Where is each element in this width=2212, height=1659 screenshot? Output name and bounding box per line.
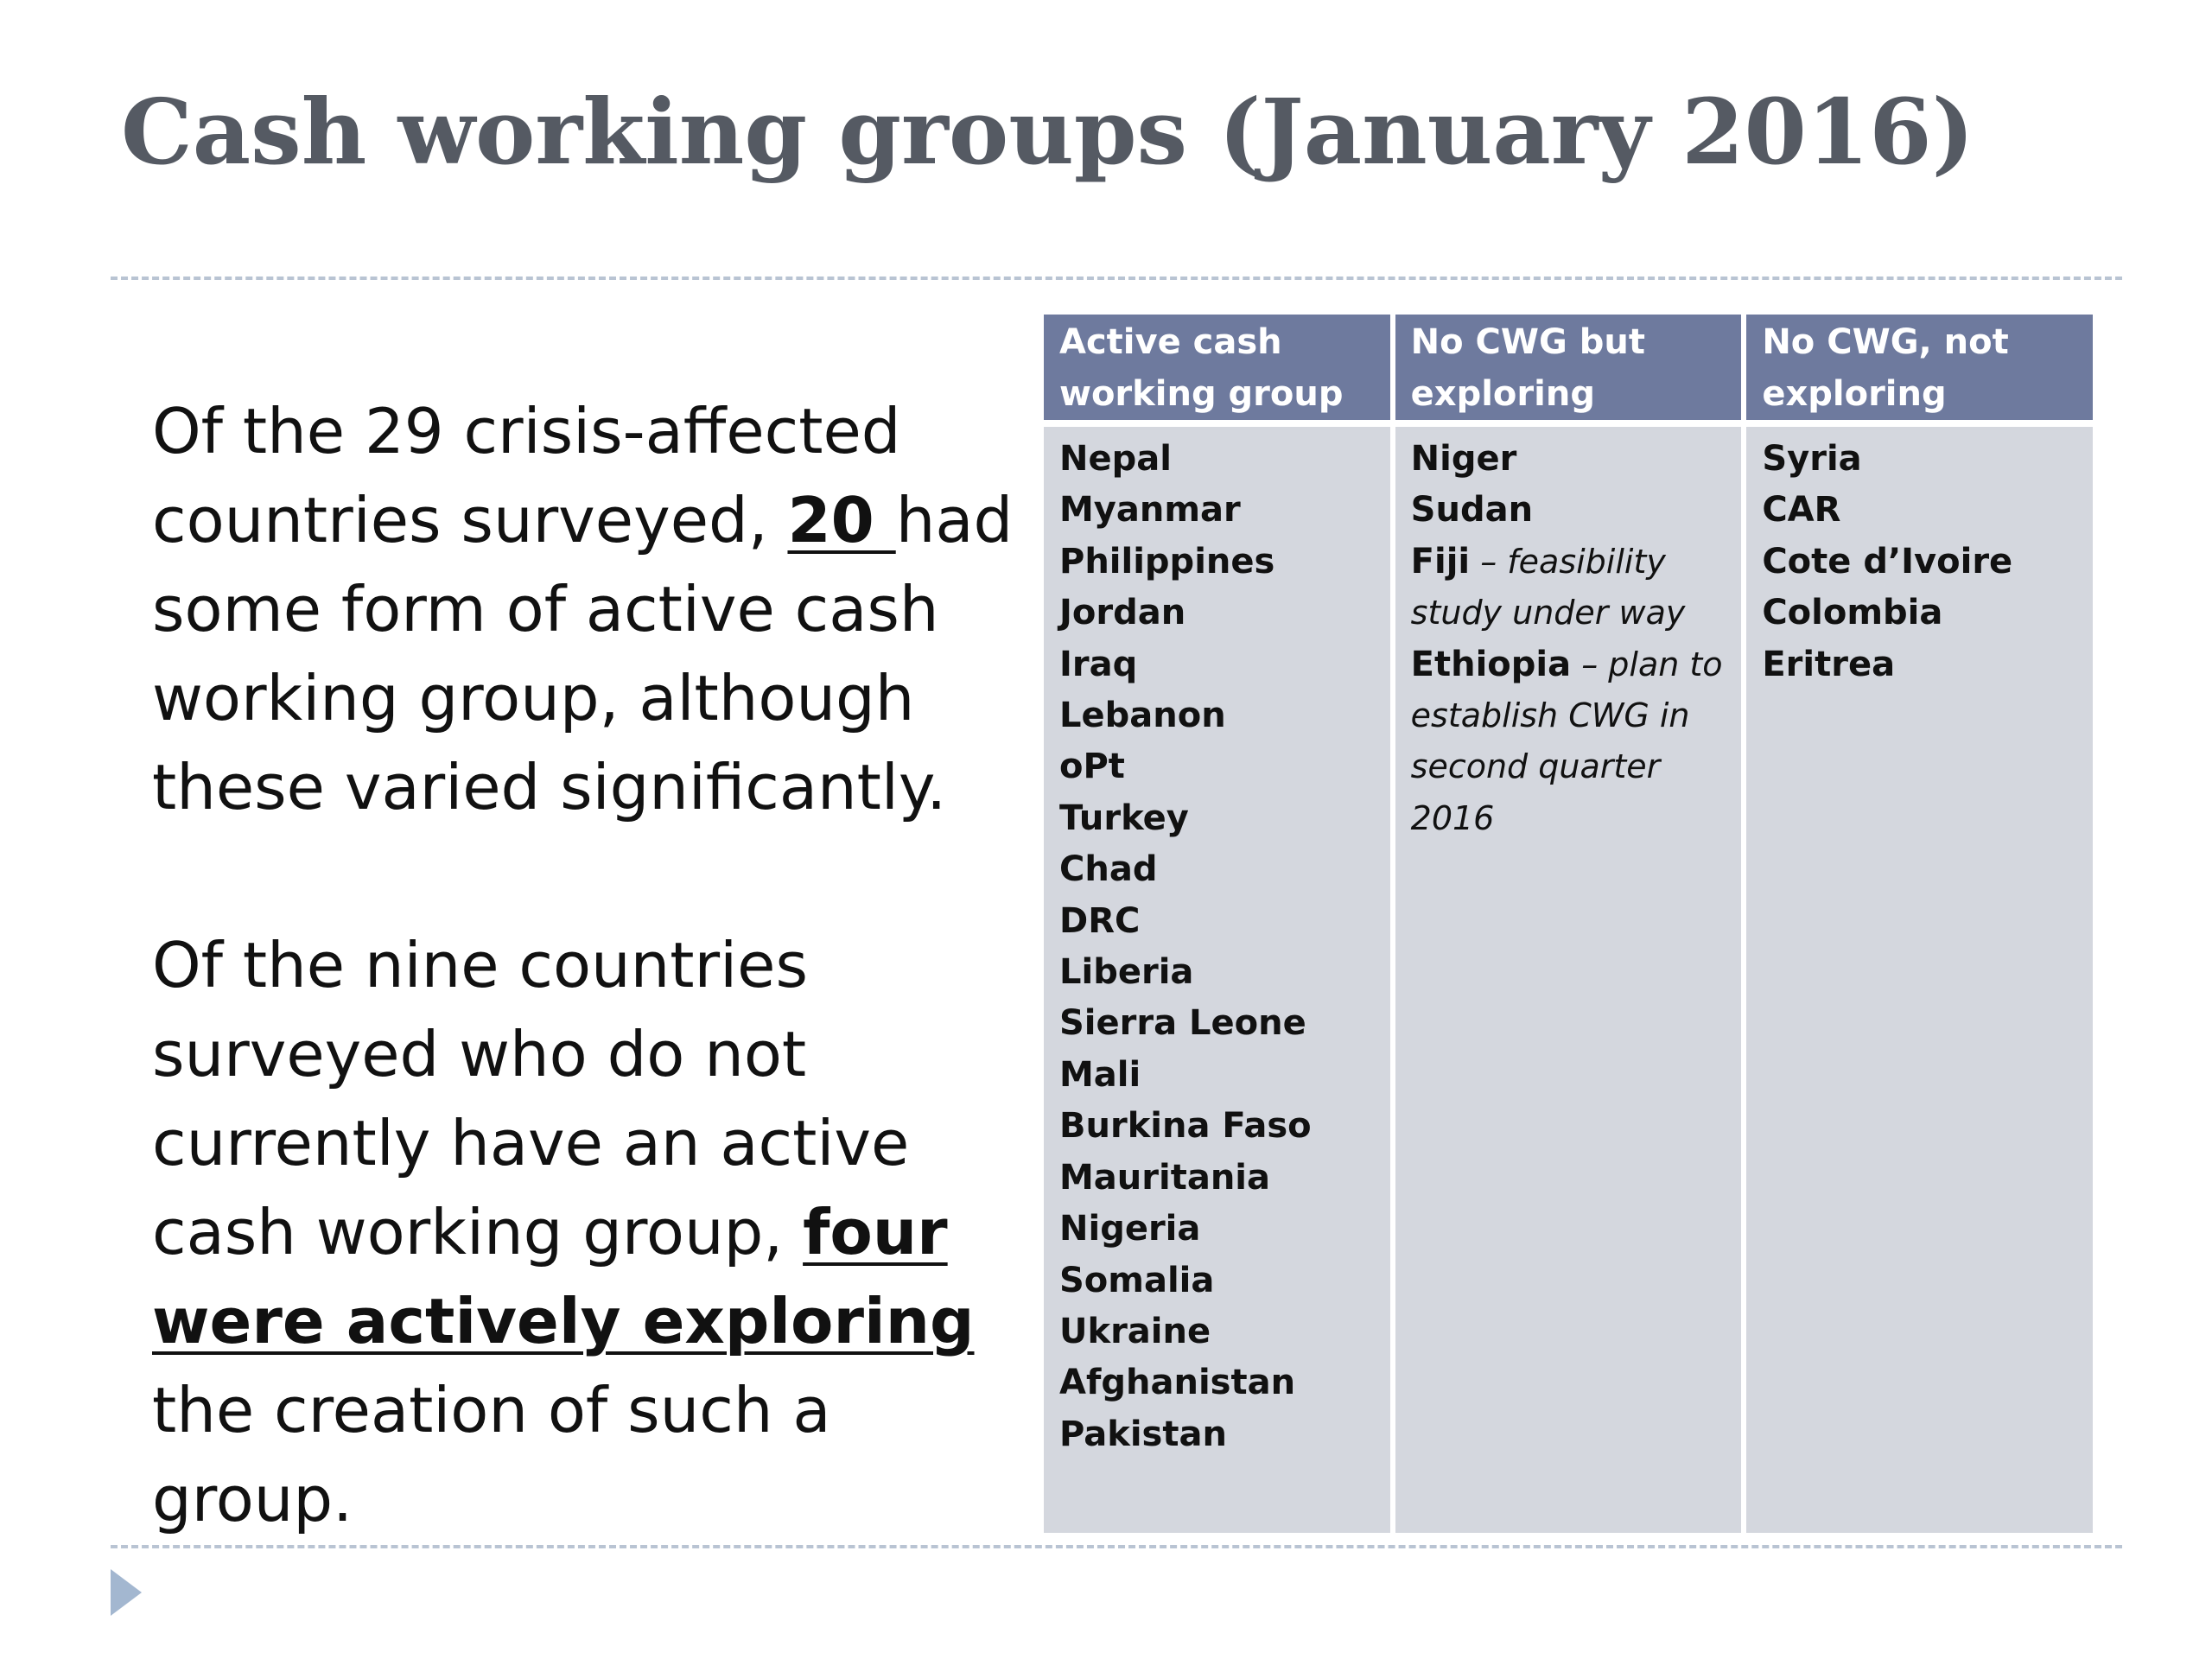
paragraph-exploring-rest: the creation of such a group. [152,1374,831,1535]
bottom-divider [111,1545,2122,1548]
country-name: Sudan [1410,490,1534,531]
country-name: Burkina Faso [1059,1106,1312,1147]
country-name: Afghanistan [1059,1363,1296,1403]
country-name: Eritrea [1762,644,1896,684]
list-item [1059,793,1383,844]
paragraph-exploring-emphasis: four were actively exploring [152,1196,975,1357]
country-name: Pakistan [1059,1414,1227,1454]
column-not-exploring [1746,427,2093,1533]
country-name: Fiji [1410,541,1471,582]
country-name: Jordan [1059,593,1186,633]
country-name: Liberia [1059,952,1194,993]
list-item [1059,1101,1383,1152]
list-item [1059,1357,1383,1408]
paragraph-surveyed-rest: had some form of active cash working group, although these varied significantly. [152,484,1014,823]
country-name: Nigeria [1059,1209,1201,1249]
list-item [1762,537,2086,588]
header-active: Active cash working group [1044,315,1390,420]
list-item [1059,1409,1383,1460]
country-name: oPt [1059,747,1125,787]
list-item [1059,1050,1383,1101]
country-name: Syria [1762,439,1862,479]
list-item [1059,741,1383,792]
country-name: Cote d’Ivoire [1762,541,2013,582]
list-item [1059,588,1383,639]
cwg-table [1044,315,2093,1533]
paragraph-surveyed [152,387,1025,832]
country-name: Mali [1059,1054,1141,1095]
list-item [1059,896,1383,947]
country-name: Somalia [1059,1260,1215,1300]
list-item [1059,485,1383,536]
list-item [1059,1306,1383,1357]
paragraph-surveyed-text: Of the 29 crisis-affected countries surveyed, [152,395,901,556]
column-active [1044,427,1390,1533]
list-item [1411,537,1735,639]
list-item [1762,588,2086,639]
triangle-right-icon [111,1569,142,1616]
country-note: – feasibility study under way [1410,542,1686,632]
country-name: Myanmar [1059,490,1241,531]
country-name: Nepal [1059,439,1172,479]
list-item [1411,485,1735,536]
body-text [152,387,1025,1544]
country-name: Sierra Leone [1059,1003,1306,1044]
list-item [1762,639,2086,690]
list-item [1059,844,1383,895]
list-item [1059,1204,1383,1255]
list-item [1059,1153,1383,1204]
country-name: Turkey [1059,798,1189,838]
country-name: Colombia [1762,593,1943,633]
header-not-exploring: No CWG, not exploring [1746,315,2093,420]
country-name: Ethiopia [1410,644,1572,684]
country-name: Philippines [1059,541,1275,582]
column-exploring [1395,427,1742,1533]
list-item [1059,1255,1383,1306]
paragraph-exploring-text: Of the nine countries surveyed who do not currently have an active cash working group, [152,929,910,1268]
list-item [1411,434,1735,485]
list-item [1762,434,2086,485]
country-name: Iraq [1059,644,1138,684]
country-name: Ukraine [1059,1311,1211,1351]
list-item [1059,434,1383,485]
list-item [1059,998,1383,1049]
country-name: Niger [1410,439,1517,479]
country-name: Lebanon [1059,696,1226,736]
list-item [1762,485,2086,536]
list-item [1059,639,1383,690]
country-name: DRC [1059,900,1141,941]
country-name: Mauritania [1059,1157,1271,1198]
list-item [1059,690,1383,741]
slide-title: Cash working groups (January 2016) [121,79,1974,185]
list-item [1059,947,1383,998]
list-item [1411,639,1735,845]
list-item [1059,537,1383,588]
paragraph-surveyed-emphasis: 20 [787,484,896,556]
country-note: – plan to establish CWG in second quarter 2016 [1410,645,1723,837]
country-name: CAR [1762,490,1841,531]
country-name: Chad [1059,849,1158,890]
header-exploring: No CWG but exploring [1395,315,1742,420]
paragraph-exploring [152,921,1025,1544]
top-divider [111,276,2122,280]
